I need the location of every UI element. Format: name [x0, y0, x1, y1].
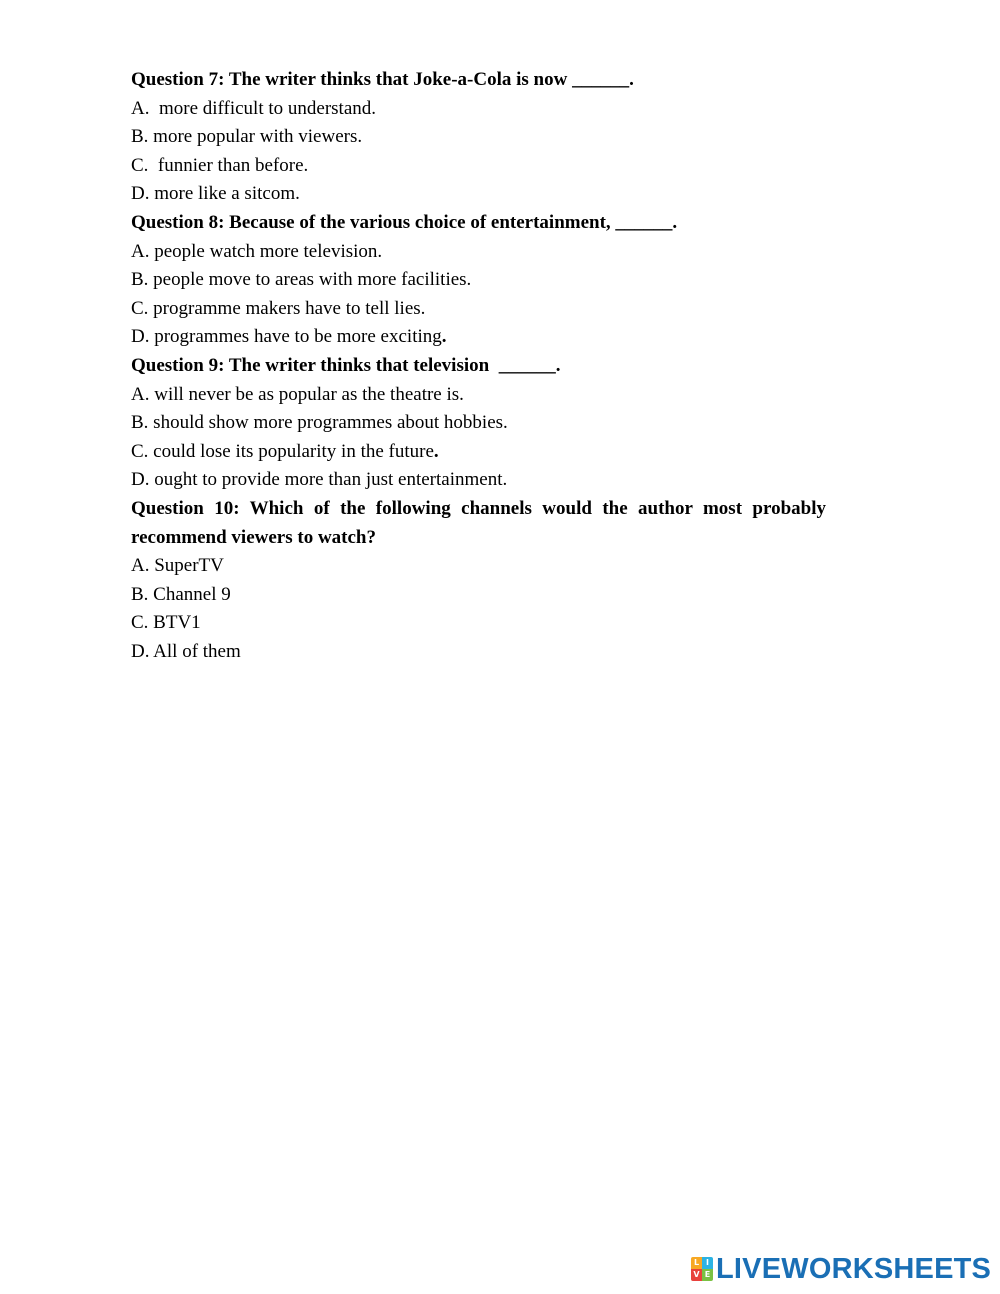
logo-tile: E: [702, 1269, 713, 1281]
question-10-prompt: Question 10: Which of the following channels would the author most probably recommend viewers to watch?: [131, 497, 826, 548]
question-9-option-c-text: C. could lose its popularity in the future: [131, 440, 434, 462]
question-9-prompt: Question 9: The writer thinks that television ______.: [131, 354, 561, 376]
question-8-option-b: B. people move to areas with more facilities.: [131, 269, 472, 291]
question-10-option-c: C. BTV1: [131, 612, 201, 634]
liveworksheets-logo: [691, 1253, 991, 1285]
question-7-option-b: B. more popular with viewers.: [131, 126, 363, 148]
bold-period: .: [433, 440, 439, 462]
question-9-option-c: [131, 438, 826, 467]
worksheet-content: [131, 66, 826, 666]
liveworksheets-wordmark: LIVEWORKSHEETS: [716, 1253, 992, 1285]
bold-period: .: [441, 326, 447, 348]
question-8-option-a: A. people watch more television.: [131, 240, 383, 262]
logo-tile: V: [691, 1269, 702, 1281]
question-7-option-a: A. more difficult to understand.: [131, 97, 377, 119]
question-7-option-c: C. funnier than before.: [131, 154, 309, 176]
question-9-option-a: A. will never be as popular as the theatre is.: [131, 383, 464, 405]
question-10-option-d: D. All of them: [131, 640, 241, 662]
question-7-prompt: Question 7: The writer thinks that Joke-a-Cola is now ______.: [131, 69, 634, 90]
logo-tile: I: [702, 1257, 713, 1269]
logo-tile: L: [691, 1257, 702, 1269]
question-8-option-d: [131, 323, 826, 352]
question-7-option-d: D. more like a sitcom.: [131, 183, 300, 205]
question-10-option-a: A. SuperTV: [131, 555, 224, 577]
question-9-option-b: B. should show more programmes about hobbies.: [131, 412, 508, 434]
question-8-option-d-text: D. programmes have to be more exciting: [131, 326, 442, 348]
liveworksheets-logo-icon: [691, 1257, 713, 1281]
question-8-option-c: C. programme makers have to tell lies.: [131, 297, 426, 319]
question-8-prompt: Question 8: Because of the various choice of entertainment, ______.: [131, 211, 678, 233]
question-10-option-b: B. Channel 9: [131, 583, 231, 605]
question-9-option-d: D. ought to provide more than just entertainment.: [131, 469, 508, 491]
